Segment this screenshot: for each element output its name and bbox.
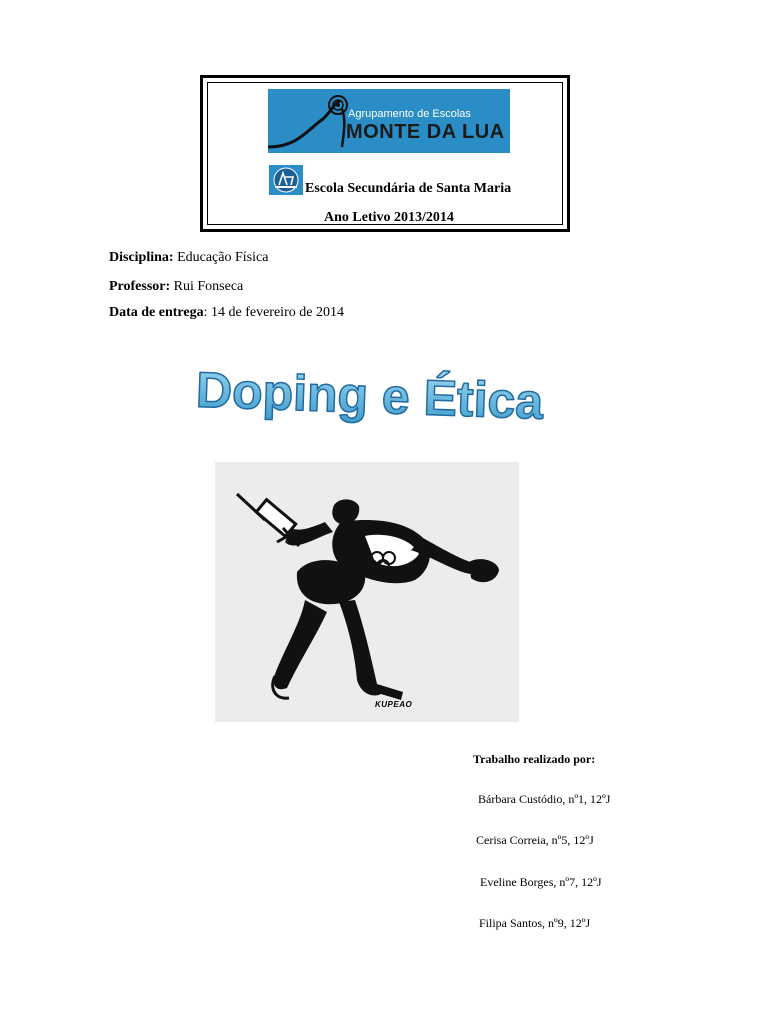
author-item: Cerisa Correia, nº5, 12ºJ [476, 833, 594, 847]
logo-title: MONTE DA LUA [346, 121, 505, 143]
school-year: Ano Letivo 2013/2014 [324, 210, 454, 225]
header-frame [200, 75, 570, 232]
header-inner-frame [207, 82, 563, 225]
illustration-signature: KUPEAO [375, 700, 413, 709]
document-title [190, 355, 580, 435]
school-emblem-icon [269, 165, 303, 195]
discipline-line [109, 250, 268, 266]
discipline-label: Disciplina: [109, 250, 174, 265]
doping-athlete-illustration [215, 462, 519, 722]
professor-label: Professor: [109, 279, 171, 294]
document-title-text: Doping e Ética [195, 361, 545, 430]
author-item: Filipa Santos, nº9, 12ºJ [479, 916, 591, 930]
discipline-value: Educação Física [173, 250, 269, 265]
school-name: Escola Secundária de Santa Maria [305, 181, 512, 196]
date-value: : 14 de fevereiro de 2014 [203, 305, 344, 320]
date-line [109, 305, 344, 321]
authors-heading: Trabalho realizado por: [473, 752, 596, 766]
date-label: Data de entrega [109, 305, 204, 320]
logo-subtitle: Agrupamento de Escolas [348, 108, 471, 120]
professor-line [109, 279, 243, 295]
author-item: Bárbara Custódio, nº1, 12ºJ [478, 792, 611, 806]
school-group-logo [268, 89, 510, 153]
professor-value: Rui Fonseca [170, 279, 244, 294]
author-item: Eveline Borges, nº7, 12ºJ [480, 875, 602, 889]
